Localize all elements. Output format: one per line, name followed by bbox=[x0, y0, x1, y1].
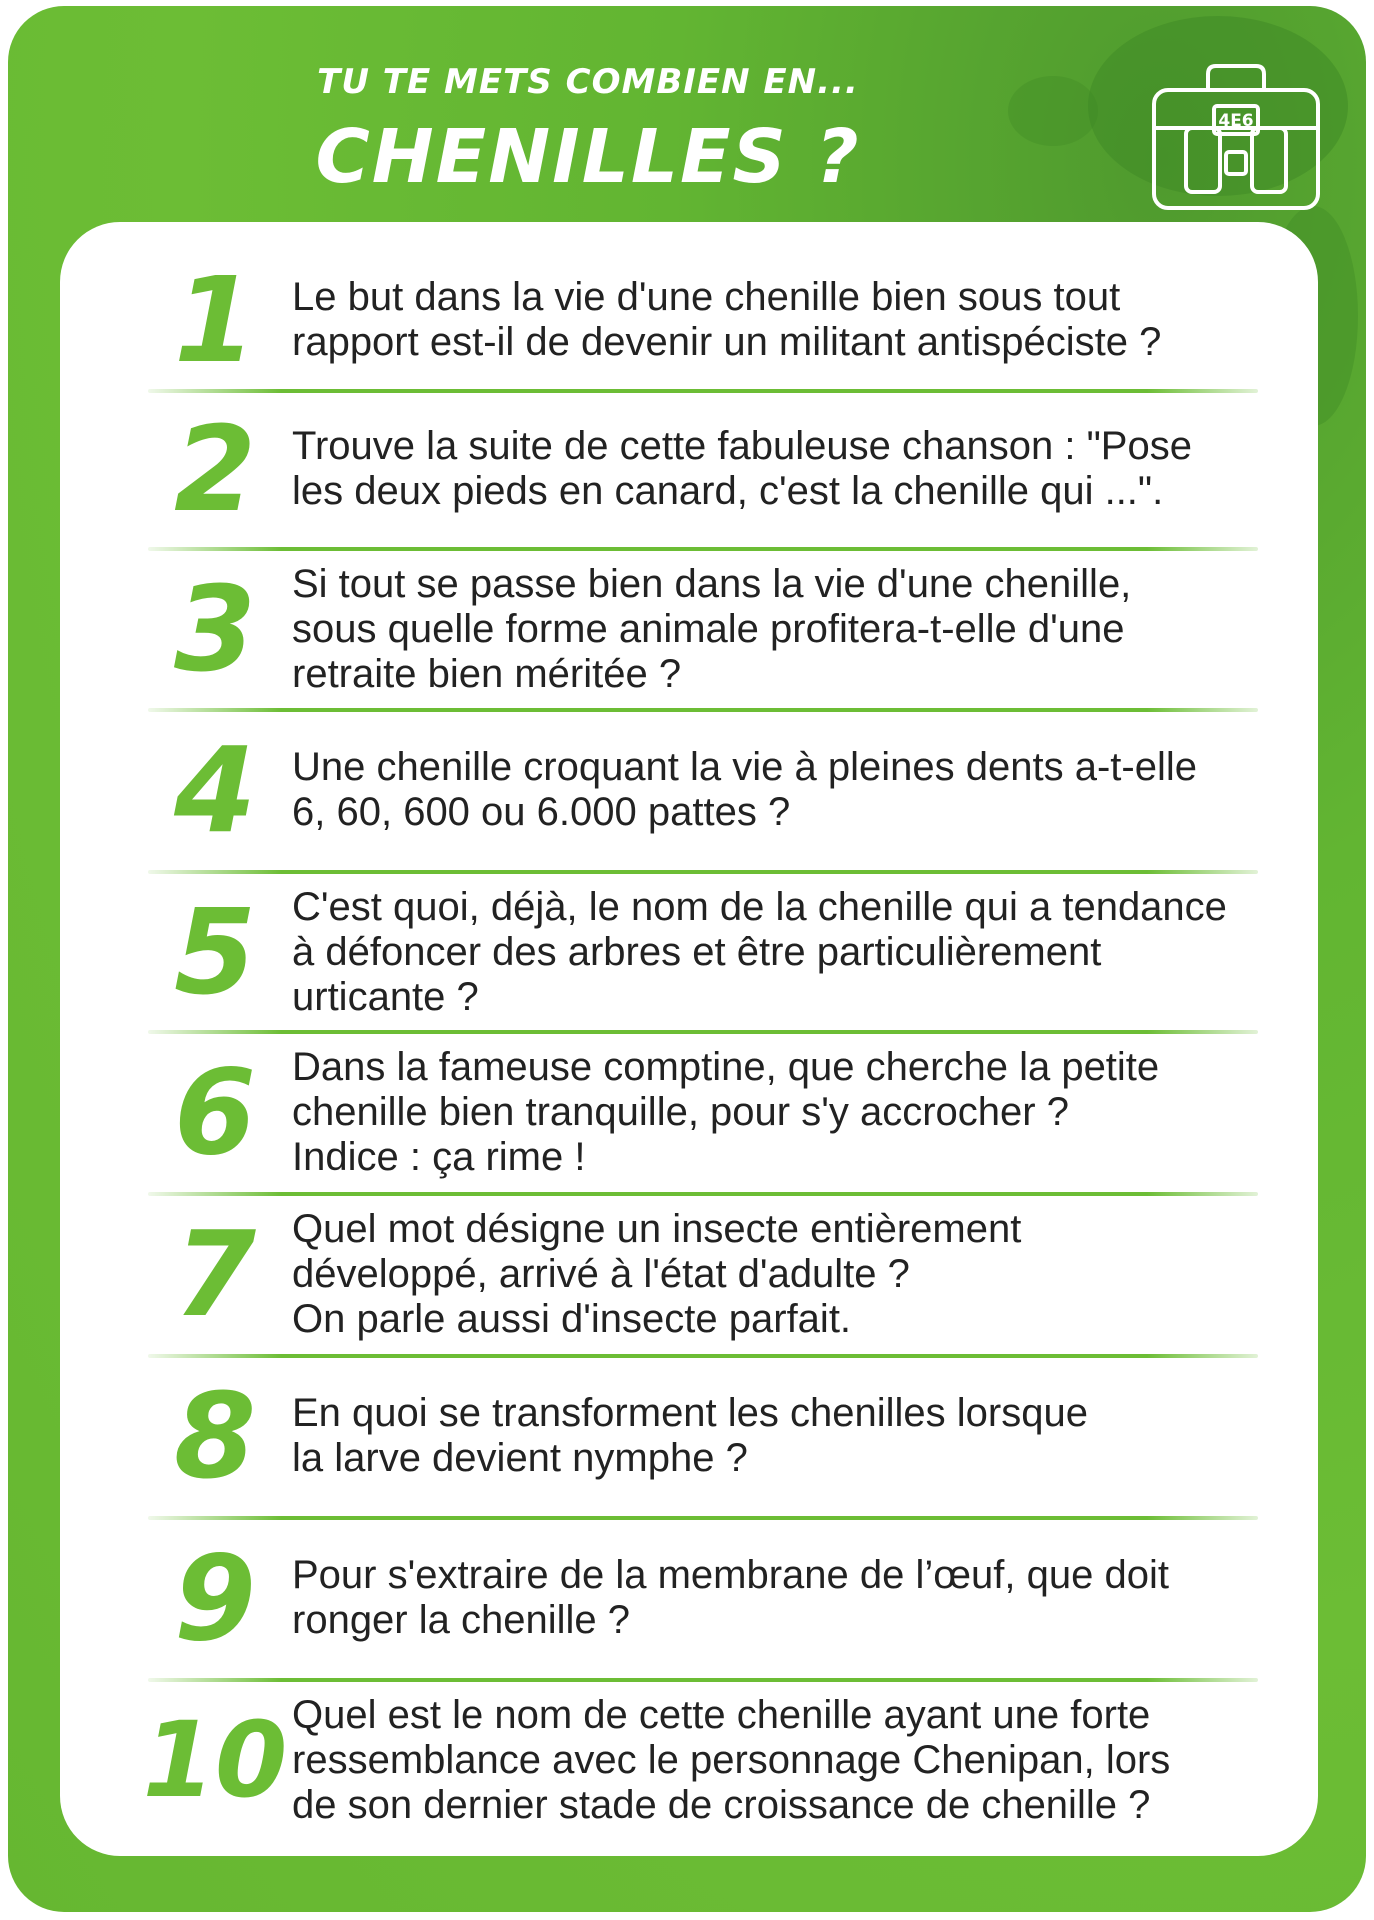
bag-label: 4E6 bbox=[1218, 111, 1254, 131]
schoolbag-icon bbox=[1146, 56, 1326, 216]
question-number: 1 bbox=[173, 251, 257, 389]
question-row bbox=[60, 1520, 1318, 1676]
question-text: Quel mot désigne un insecte entièrement développé, arrivé à l'état d'adulte ? On parle aussi d'insecte parfait. bbox=[292, 1206, 1022, 1341]
question-text: En quoi se transforment les chenilles lorsque la larve devient nymphe ? bbox=[292, 1391, 1088, 1480]
question-text: Dans la fameuse comptine, que cherche la petite chenille bien tranquille, pour s'y accrocher ? Indice : ça rime ! bbox=[292, 1044, 1160, 1179]
question-number: 3 bbox=[173, 560, 257, 698]
question-row bbox=[60, 250, 1318, 390]
question-text: Trouve la suite de cette fabuleuse chanson : "Pose les deux pieds en canard, c'est la chenille qui ...". bbox=[292, 424, 1192, 513]
question-text: Une chenille croquant la vie à pleines dents a-t-elle 6, 60, 600 ou 6.000 pattes ? bbox=[292, 745, 1197, 834]
question-row bbox=[60, 1034, 1318, 1190]
question-number: 6 bbox=[173, 1043, 257, 1181]
question-text: Pour s'extraire de la membrane de l’œuf, que doit ronger la chenille ? bbox=[292, 1553, 1169, 1642]
question-text: Le but dans la vie d'une chenille bien sous tout rapport est-il de devenir un militant antispéciste ? bbox=[292, 275, 1162, 364]
question-number: 10 bbox=[142, 1699, 288, 1821]
question-number: 5 bbox=[173, 883, 257, 1021]
page-title: CHENILLES ? bbox=[315, 114, 861, 200]
question-row bbox=[60, 393, 1318, 545]
question-row bbox=[60, 1358, 1318, 1514]
question-number: 8 bbox=[173, 1367, 257, 1505]
question-number: 9 bbox=[173, 1529, 257, 1667]
question-text: C'est quoi, déjà, le nom de la chenille qui a tendance à défoncer des arbres et être particulièrement urticante ? bbox=[292, 884, 1227, 1019]
question-row bbox=[60, 551, 1318, 707]
question-number: 2 bbox=[173, 400, 257, 538]
question-number: 7 bbox=[173, 1205, 257, 1343]
question-text: Si tout se passe bien dans la vie d'une chenille, sous quelle forme animale profitera-t-elle d'une retraite bien méritée ? bbox=[292, 561, 1132, 696]
question-number: 4 bbox=[173, 721, 257, 859]
question-text: Quel est le nom de cette chenille ayant une forte ressemblance avec le personnage Chenipan, lors de son dernier stade de croissance de chenille ? bbox=[292, 1692, 1171, 1827]
question-row bbox=[60, 1196, 1318, 1352]
question-row bbox=[60, 1682, 1318, 1838]
paint-splatter bbox=[1008, 76, 1098, 146]
question-row bbox=[60, 712, 1318, 868]
question-row bbox=[60, 874, 1318, 1030]
header-subtitle: TU TE METS COMBIEN EN... bbox=[317, 62, 859, 102]
